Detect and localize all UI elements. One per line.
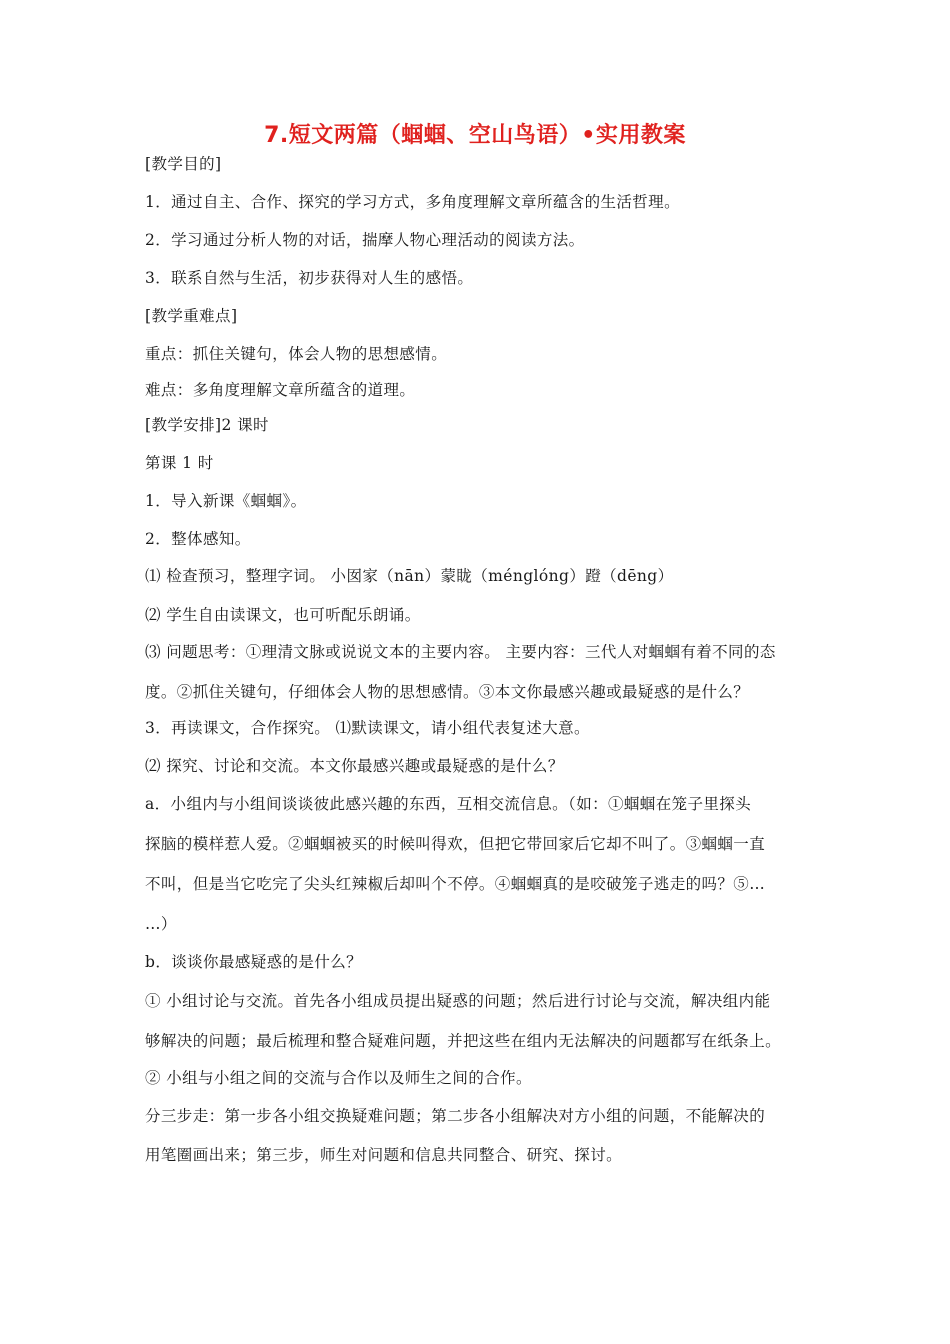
three-steps-line-2: 用笔圈画出来；第三步，师生对问题和信息共同整合、研究、探讨。 bbox=[145, 1146, 623, 1164]
step-3-a-line-3: 不叫，但是当它吃完了尖头红辣椒后却叫个不停。④蝈蝈真的是咬破笼子逃走的吗？⑤… bbox=[145, 875, 766, 893]
objective-1: 1．通过自主、合作、探究的学习方式，多角度理解文章所蕴含的生活哲理。 bbox=[145, 193, 680, 211]
step-2-item-3-line-1: ⑶ 问题思考：①理清文脉或说说文本的主要内容。 主要内容：三代人对蝈蝈有着不同的态 bbox=[145, 643, 776, 661]
step-2: 2．整体感知。 bbox=[145, 530, 251, 548]
step-3-a-line-2: 探脑的模样惹人爱。②蝈蝈被买的时候叫得欢，但把它带回家后它却不叫了。③蝈蝈一直 bbox=[145, 835, 766, 853]
step-1: 1．导入新课《蝈蝈》。 bbox=[145, 492, 307, 510]
step-3-b-1-line-2: 够解决的问题；最后梳理和整合疑难问题，并把这些在组内无法解决的问题都写在纸条上。 bbox=[145, 1032, 782, 1050]
step-3-item-2: ⑵ 探究、讨论和交流。本文你最感兴趣或最疑惑的是什么？ bbox=[145, 757, 564, 775]
step-2-item-3-line-2: 度。②抓住关键句，仔细体会人物的思想感情。③本文你最感兴趣或最疑惑的是什么？ bbox=[145, 683, 750, 701]
lesson-label: 第课 1 时 bbox=[145, 454, 214, 472]
key-point: 重点：抓住关键句，体会人物的思想感情。 bbox=[145, 345, 448, 363]
step-2-item-1: ⑴ 检查预习，整理字词。 小囡家（nān）蒙眬（ménglóng）蹬（dēng） bbox=[145, 567, 674, 585]
step-3: 3．再读课文，合作探究。 ⑴默读课文，请小组代表复述大意。 bbox=[145, 719, 590, 737]
document-title: 7.短文两篇（蝈蝈、空山鸟语）•实用教案 bbox=[264, 123, 686, 148]
objective-2: 2．学习通过分析人物的对话，揣摩人物心理活动的阅读方法。 bbox=[145, 231, 585, 249]
step-2-item-2: ⑵ 学生自由读课文，也可听配乐朗诵。 bbox=[145, 606, 421, 624]
section-heading-objectives: [教学目的] bbox=[145, 155, 222, 173]
section-heading-schedule: [教学安排]2 课时 bbox=[145, 416, 269, 434]
three-steps-line-1: 分三步走：第一步各小组交换疑难问题；第二步各小组解决对方小组的问题，不能解决的 bbox=[145, 1107, 766, 1125]
difficult-point: 难点：多角度理解文章所蕴含的道理。 bbox=[145, 381, 416, 399]
objective-3: 3．联系自然与生活，初步获得对人生的感悟。 bbox=[145, 269, 474, 287]
step-3-a-line-1: a．小组内与小组间谈谈彼此感兴趣的东西，互相交流信息。（如：①蝈蝈在笼子里探头 bbox=[145, 795, 752, 813]
step-3-b: b．谈谈你最感疑惑的是什么？ bbox=[145, 953, 363, 971]
step-3-a-line-4: …） bbox=[145, 915, 177, 933]
section-heading-key-points: [教学重难点] bbox=[145, 307, 238, 325]
step-3-b-1-line-1: ① 小组讨论与交流。首先各小组成员提出疑惑的问题；然后进行讨论与交流，解决组内能 bbox=[145, 992, 771, 1010]
step-3-b-2: ② 小组与小组之间的交流与合作以及师生之间的合作。 bbox=[145, 1069, 532, 1087]
